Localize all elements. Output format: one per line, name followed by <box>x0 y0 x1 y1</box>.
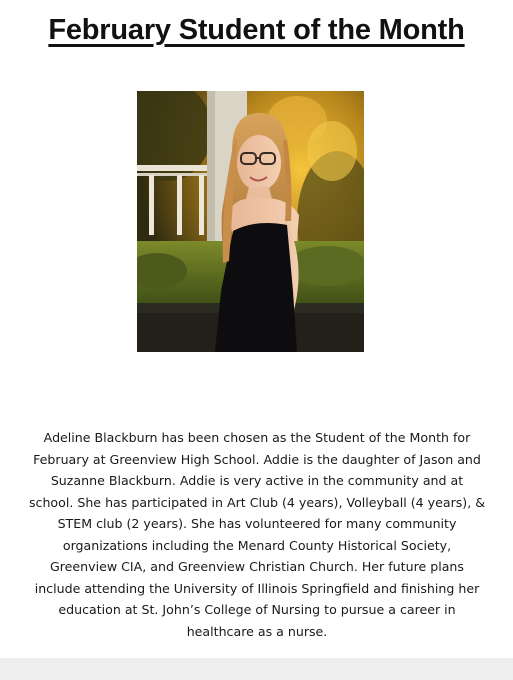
bio-line: Greenview CIA, and Greenview Christian Church. Her future plans <box>50 559 464 574</box>
student-bio <box>14 427 500 642</box>
page-title-text: February Student of the Month <box>48 14 465 46</box>
bio-line: include attending the University of Illinois Springfield and finishing her <box>34 580 480 596</box>
page-title <box>0 12 513 48</box>
bio-line: Adeline Blackburn has been chosen as the Student of the Month for <box>43 430 471 445</box>
bio-line: school. She has participated in Art Club (4 years), Volleyball (4 years), & <box>28 494 486 510</box>
student-photo <box>137 91 364 352</box>
bio-line: healthcare as a nurse. <box>186 623 328 639</box>
bio-line: organizations including the Menard County Historical Society, <box>62 537 452 553</box>
bio-line: Suzanne Blackburn. Addie is very active in the community and at <box>50 473 464 488</box>
bio-line: STEM club (2 years). She has volunteered for many community <box>57 516 457 531</box>
bio-line: February at Greenview High School. Addie is the daughter of Jason and <box>33 451 481 467</box>
bio-line: education at St. John’s College of Nursing to pursue a career in <box>58 602 456 617</box>
footer-bar <box>0 658 513 680</box>
